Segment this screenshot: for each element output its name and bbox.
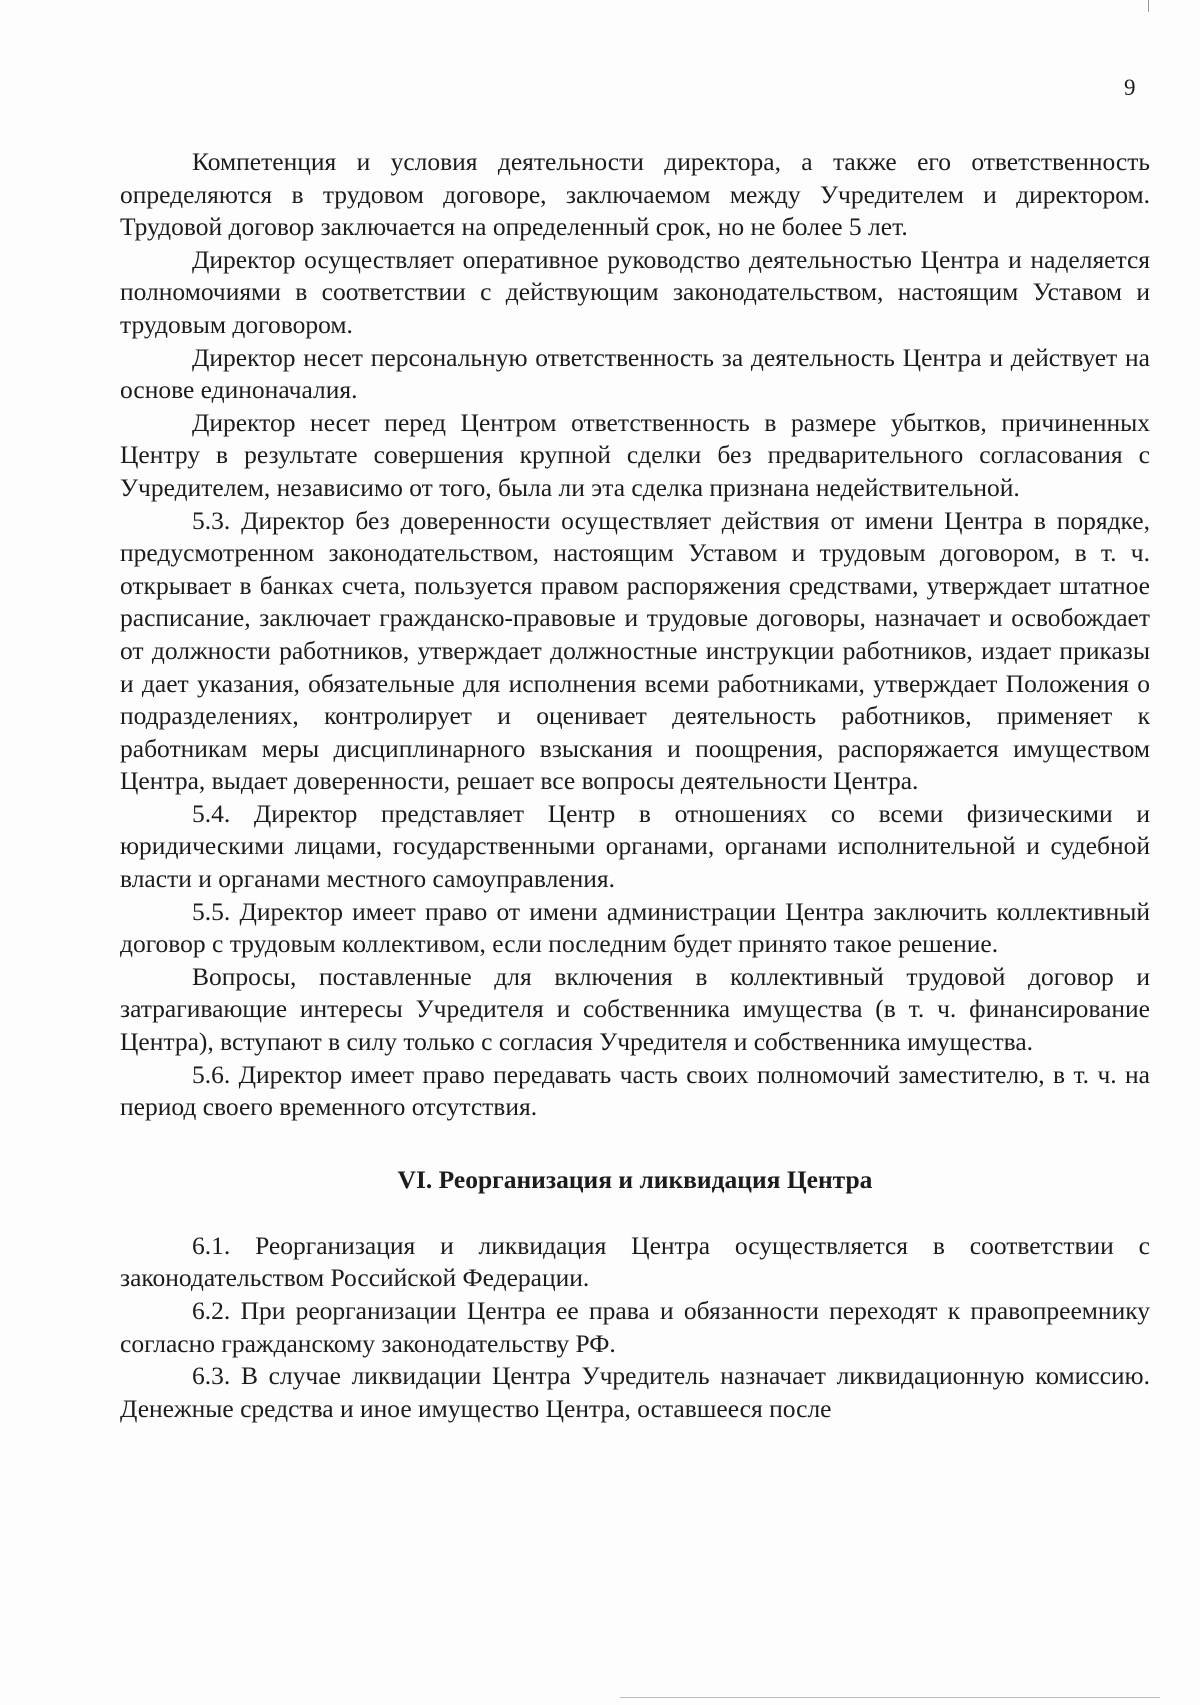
paragraph-6-3: 6.3. В случае ликвидации Центра Учредитель назначает ликвидационную комиссию. Денежные средства и иное имущество Центра, оставшееся после bbox=[120, 1361, 1150, 1423]
paragraph: Директор несет перед Центром ответственность в размере убытков, причиненных Центру в результате совершения крупной сделки без предварительного согласования с Учредителем, независимо от того, была ли эта сделка признана недействительной. bbox=[120, 407, 1150, 502]
paragraph: Директор осуществляет оперативное руководство деятельностью Центра и наделяется полномочиями в соответствии с действующим законодательством, настоящим Уставом и трудовым договором. bbox=[120, 244, 1150, 339]
paragraph: Директор несет персональную ответственность за деятельность Центра и действует на основе единоначалия. bbox=[120, 342, 1150, 405]
paragraph-6-1: 6.1. Реорганизация и ликвидация Центра осуществляется в соответствии с законодательством Российской Федерации. bbox=[120, 1230, 1150, 1293]
paragraph-5-4: 5.4. Директор представляет Центр в отношениях со всеми физическими и юридическими лицами, государственными органами, органами исполнительной и судебной власти и органами местного самоуправления. bbox=[120, 798, 1150, 894]
paragraph: Компетенция и условия деятельности директора, а также его ответственность определяются в трудовом договоре, заключаемом между Учредителем и директором. Трудовой договор заключается на определенный срок, но не более 5 лет. bbox=[120, 147, 1150, 242]
paragraph-5-5: 5.5. Директор имеет право от имени администрации Центра заключить коллективный договор с трудовым коллективом, если последним будет принято такое решение. bbox=[120, 896, 1150, 959]
document-body bbox=[120, 146, 1150, 1425]
scan-edge-mark bbox=[1148, 0, 1149, 12]
section-heading: VI. Реорганизация и ликвидация Центра bbox=[397, 1164, 873, 1194]
paragraph-5-6: 5.6. Директор имеет право передавать часть своих полномочий заместителю, в т. ч. на период своего временного отсутствия. bbox=[120, 1059, 1150, 1122]
paragraph-6-2: 6.2. При реорганизации Центра ее права и обязанности переходят к правопреемнику согласно гражданскому законодательству РФ. bbox=[120, 1296, 1150, 1358]
paragraph-5-3: 5.3. Директор без доверенности осуществляет действия от имени Центра в порядке, предусмотренном законодательством, настоящим Уставом и трудовым договором, в т. ч. открывает в банках счета, пользуется правом распоряжения средствами, утверждает штатное расписание, заключает гражданско-правовые и трудовые договоры, назначает и освобождает от должности работников, утверждает должностные инструкции работников, издает приказы и дает указания, обязательные для исполнения всеми работниками, утверждает Положения о подразделениях, контролирует и оценивает деятельность работников, применяет к работникам меры дисциплинарного взыскания и поощрения, распоряжается имуществом Центра, выдает доверенности, решает все вопросы деятельности Центра. bbox=[120, 505, 1150, 796]
paragraph: Вопросы, поставленные для включения в коллективный трудовой договор и затрагивающие интересы Учредителя и собственника имущества (в т. ч. финансирование Центра), вступают в силу только с согласия Учредителя и собственника имущества. bbox=[120, 961, 1150, 1057]
page-number: 9 bbox=[1124, 75, 1136, 100]
scan-bottom-line bbox=[620, 1697, 1160, 1698]
